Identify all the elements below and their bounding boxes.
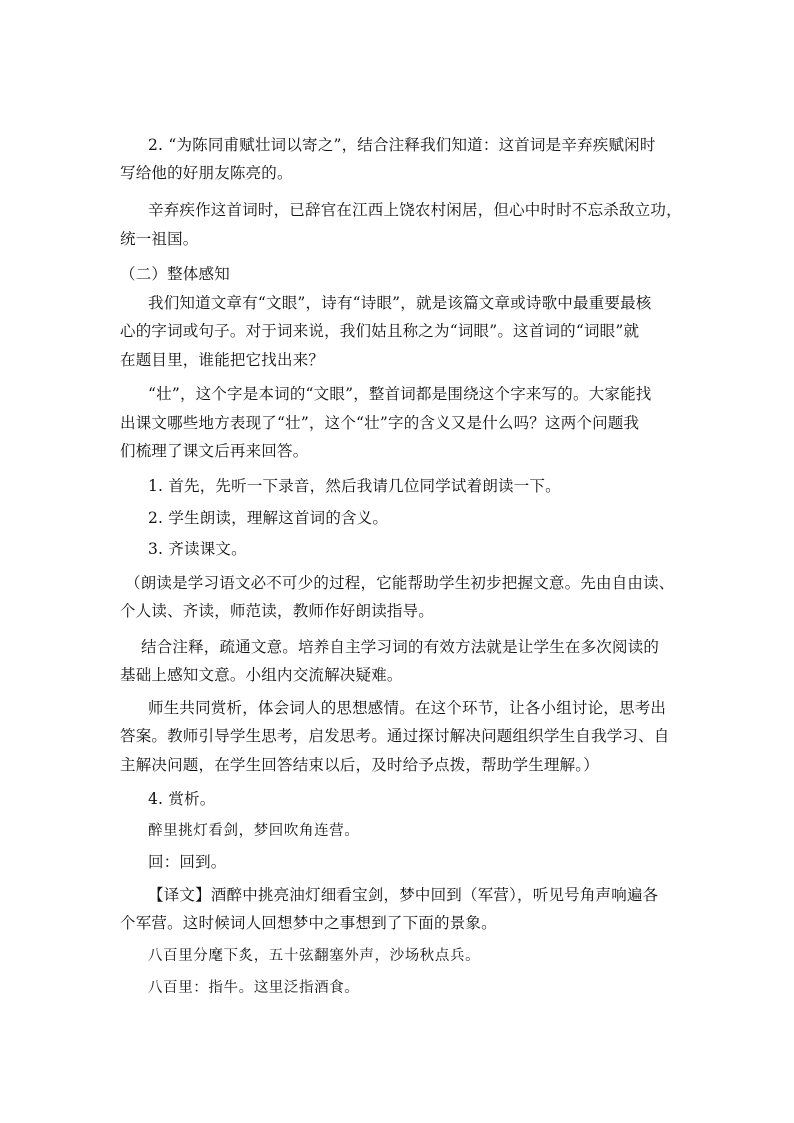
paragraph-line: 个人读、齐读，师范读，教师作好朗读指导。 [120,602,435,620]
paragraph-line: 心的字词或句子。对于词来说，我们姑且称之为“词眼”。这首词的“词眼”就 [120,322,640,340]
annotation-line: 八百里：指牛。这里泛指酒食。 [148,980,360,996]
paragraph-line: 们梳理了课文后再来回答。 [120,442,309,460]
paragraph-line: 写给他的好朋友陈亮的。 [120,164,293,182]
paragraph-line: 答案。教师引导学生思考，启发思考。通过探讨解决问题组织学生自我学习、自 [120,727,670,745]
paragraph-line: “壮”，这个字是本词的“文眼”，整首词都是围绕这个字来写的。大家能找 [148,385,652,403]
paragraph-line: 师生共同赏析，体会词人的思想感情。在这个环节，让各小组讨论，思考出 [148,699,667,717]
section-heading: （二）整体感知 [120,265,230,283]
paragraph-line: 主解决问题，在学生回答结束以后，及时给予点拨，帮助学生理解。） [120,756,599,774]
list-item: 4. 赏析。 [148,790,216,808]
translation-line: 【译文】酒醉中挑亮油灯细看宝剑，梦中回到（军营），听见号角声响遍各 [148,886,659,904]
paragraph-line: （朗读是学习语文必不可少的过程，它能帮助学生初步把握文意。先由自由读、 [125,574,675,592]
list-item: 3. 齐读课文。 [148,540,247,558]
paragraph-line: 在题目里，谁能把它找出来？ [120,351,325,369]
translation-line: 个军营。这时候词人回想梦中之事想到了下面的景象。 [120,914,497,932]
list-item: 2. 学生朗读，理解这首词的含义。 [148,509,389,527]
paragraph-line: 统一祖国。 [120,230,199,248]
paragraph-line: 结合注释，疏通文意。培养自主学习词的有效方法就是让学生在多次阅读的 [141,638,660,656]
paragraph-line: 辛弃疾作这首词时，已辞官在江西上饶农村闲居，但心中时时不忘杀敌立功， [148,201,682,219]
annotation-line: 回：回到。 [148,853,227,871]
paragraph-line: 出课文哪些地方表现了“壮”，这个“壮”字的含义又是什么吗？这两个问题我 [120,414,640,432]
paragraph-line: 基础上感知文意。小组内交流解决疑难。 [120,666,403,684]
poem-line: 醉里挑灯看剑，梦回吹角连营。 [148,823,360,839]
paragraph-line: 2. “为陈同甫赋壮词以寄之”，结合注释我们知道：这首词是辛弃疾赋闲时 [148,136,656,154]
poem-line: 八百里分麾下炙，五十弦翻塞外声，沙场秋点兵。 [148,948,481,964]
list-item: 1. 首先，先听一下录音，然后我请几位同学试着朗读一下。 [148,477,561,495]
paragraph-line: 我们知道文章有“文眼”，诗有“诗眼”，就是该篇文章或诗歌中最重要最核 [148,294,652,312]
